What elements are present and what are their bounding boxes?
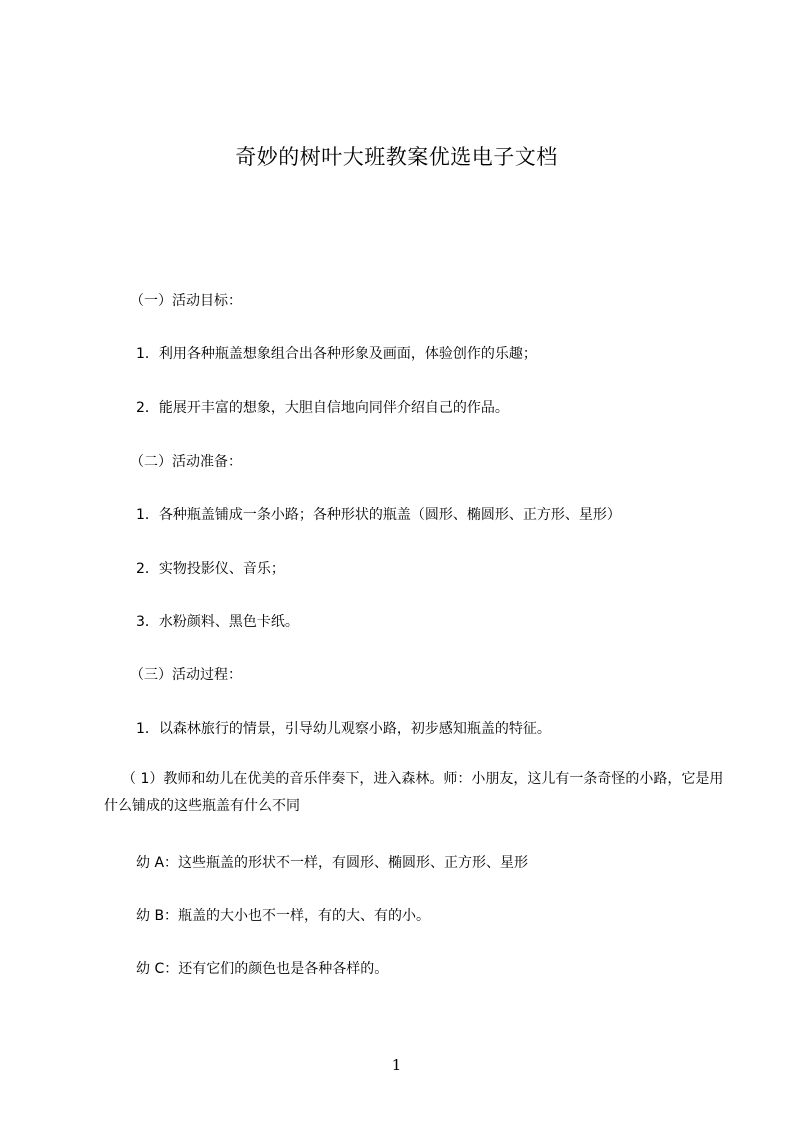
page-number: 1: [391, 1056, 402, 1074]
goal-item-1: 1．利用各种瓶盖想象组合出各种形象及画面，体验创作的乐趣；: [136, 346, 537, 362]
section-heading-process: （三）活动过程：: [130, 667, 242, 683]
preparation-item-2: 2．实物投影仪、音乐；: [136, 561, 285, 577]
child-answer-c: 幼 C：还有它们的颜色也是各种各样的。: [136, 961, 389, 977]
preparation-item-3: 3．水粉颜料、黑色卡纸。: [136, 614, 299, 630]
goal-item-2: 2．能展开丰富的想象，大胆自信地向同伴介绍自己的作品。: [136, 400, 509, 416]
process-step-1-paragraph: （ 1）教师和幼儿在优美的音乐伴奏下，进入森林。师：小朋友，这儿有一条奇怪的小路，它是用什么铺成的这些瓶盖有什么不同: [104, 771, 724, 814]
section-heading-preparation: （二）活动准备：: [130, 454, 242, 470]
document-title: 奇妙的树叶大班教案优选电子文档: [235, 145, 558, 169]
preparation-item-1: 1．各种瓶盖铺成一条小路；各种形状的瓶盖（圆形、椭圆形、正方形、星形）: [136, 507, 621, 523]
process-step-1: 1．以森林旅行的情景，引导幼儿观察小路，初步感知瓶盖的特征。: [136, 721, 551, 737]
child-answer-b: 幼 B：瓶盖的大小也不一样，有的大、有的小。: [136, 908, 431, 924]
section-heading-goals: （一）活动目标：: [130, 293, 242, 309]
child-answer-a: 幼 A：这些瓶盖的形状不一样，有圆形、椭圆形、正方形、星形: [136, 855, 529, 871]
